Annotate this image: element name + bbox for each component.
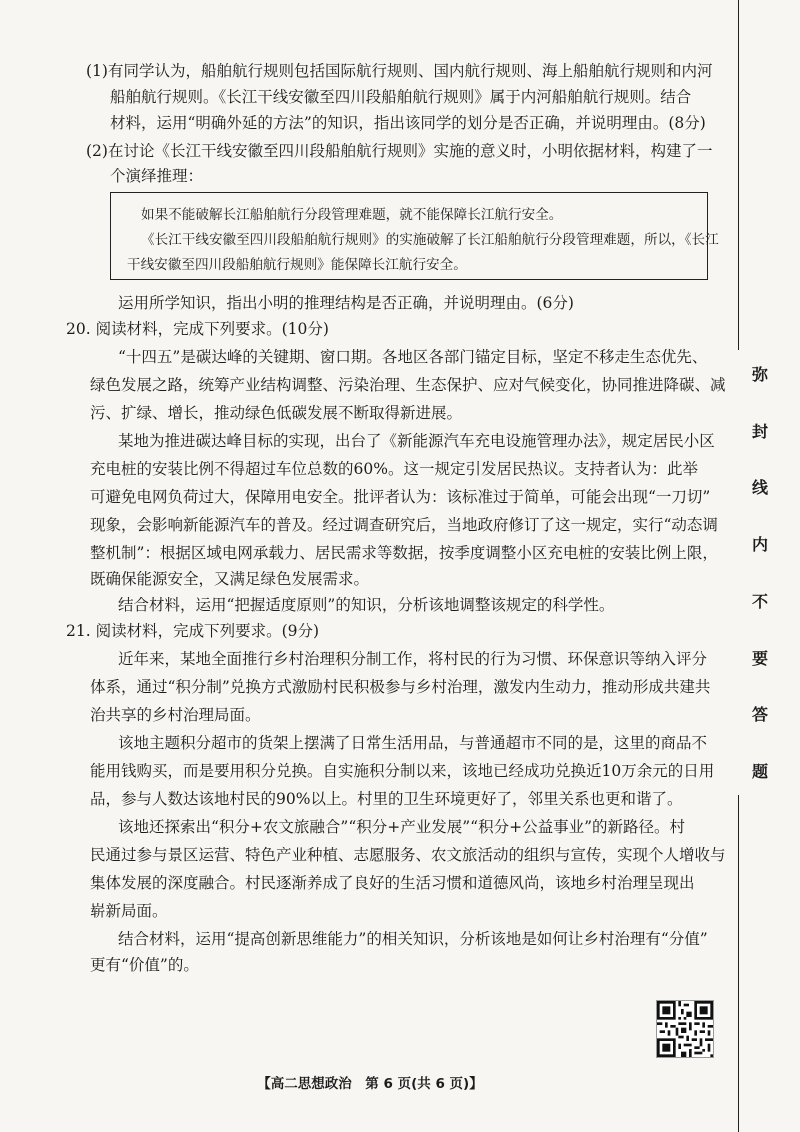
q20-material1-line2: 绿色发展之路，统筹产业结构调整、污染治理、生态保护、应对气候变化，协同推进降碳、减	[90, 376, 726, 394]
q21-material2-line3: 品，参与人数达该地村民的90%以上。村里的卫生环境更好了，邻里关系也更和谐了。	[90, 790, 683, 808]
q19-1-line3: 材料，运用“明确外延的方法”的知识，指出该同学的划分是否正确，并说明理由。(8分)	[110, 114, 706, 132]
q21-material2-line1: 该地主题积分超市的货架上摆满了日常生活用品，与普通超市不同的是，这里的商品不	[118, 734, 708, 752]
qr-code-icon	[657, 1001, 713, 1057]
qr-code	[656, 1000, 714, 1058]
binding-line-bottom	[738, 795, 739, 1132]
deductive-reasoning-box	[110, 192, 719, 280]
box-premise-major: 如果不能破解长江船舶航行分段管理难题，就不能保障长江航行安全。	[141, 207, 563, 223]
q20-material1-line3: 污、扩绿、增长，推动绿色低碳发展不断取得新进展。	[90, 404, 463, 422]
seal-char: 题	[751, 761, 768, 781]
q20-material2-line6: 既确保能源安全，又满足绿色发展需求。	[90, 570, 370, 588]
seal-char: 弥	[751, 365, 768, 384]
q19-1-line2: 船舶航行规则。《长江干线安徽至四川段船舶航行规则》属于内河船舶航行规则。结合	[110, 88, 692, 106]
q20-material1-line1: “十四五”是碳达峰的关键期、窗口期。各地区各部门锚定目标，坚定不移走生态优先、	[118, 348, 708, 366]
q21-material1-line2: 体系，通过“积分制”兑换方式激励村民积极参与乡村治理，激发内生动力，推动形成共建共	[90, 678, 711, 696]
seal-char: 答	[751, 705, 768, 725]
q21-material3-line3: 集体发展的深度融合。村民逐渐养成了良好的生活习惯和道德风尚，该地乡村治理呈现出	[90, 874, 695, 892]
q21-material3-line2: 民通过参与景区运营、特色产业种植、志愿服务、农文旅活动的组织与宣传，实现个人增收与	[90, 846, 726, 864]
q20-material2-line2: 充电桩的安装比例不得超过车位总数的60%。这一规定引发居民热议。支持者认为：此举	[90, 460, 698, 478]
q19-2-line1: (2)在讨论《长江干线安徽至四川段船舶航行规则》实施的意义时，小明依据材料，构建了一	[86, 142, 713, 160]
q21-material2-line2: 能用钱购买，而是要用积分兑换。自实施积分制以来，该地已经成功兑换近10万余元的日用	[90, 762, 715, 780]
q21-material1-line1: 近年来，某地全面推行乡村治理积分制工作，将村民的行为习惯、环保意识等纳入评分	[118, 650, 708, 668]
seal-char: 要	[751, 648, 768, 668]
q21-heading: 21. 阅读材料，完成下列要求。(9分)	[66, 622, 320, 640]
seal-char: 内	[751, 535, 768, 555]
seal-char: 封	[751, 421, 768, 441]
box-conclusion: 干线安徽至四川段船舶航行规则》能保障长江航行安全。	[127, 257, 467, 273]
seal-char: 不	[751, 591, 768, 611]
seal-line-notice	[745, 362, 775, 782]
q21-material3-line4: 崭新局面。	[90, 902, 168, 920]
q21-material3-line1: 该地还探索出“积分+农文旅融合”“积分+产业发展”“积分+公益事业”的新路径。村	[118, 818, 686, 836]
q21-ask-line1: 结合材料，运用“提高创新思维能力”的相关知识，分析该地是如何让乡村治理有“分值”	[118, 930, 708, 948]
q19-1-line1: (1)有同学认为，船舶航行规则包括国际航行规则、国内航行规则、海上船舶航行规则和内河	[86, 62, 713, 80]
q19-2-ask: 运用所学知识，指出小明的推理结构是否正确，并说明理由。(6分)	[118, 294, 574, 312]
seal-char: 线	[751, 478, 768, 498]
page-footer: 【高二思想政治 第 6 页(共 6 页)】	[257, 1076, 483, 1092]
q21-material1-line3: 治共享的乡村治理局面。	[90, 706, 261, 724]
q20-material2-line1: 某地为推进碳达峰目标的实现，出台了《新能源汽车充电设施管理办法》，规定居民小区	[118, 432, 715, 450]
q20-material2-line5: 整机制”：根据区域电网承载力、居民需求等数据，按季度调整小区充电桩的安装比例上限，	[90, 544, 718, 562]
q20-material2-line3: 可避免电网负荷过大，保障用电安全。批评者认为：该标准过于简单，可能会出现“一刀切”	[90, 488, 711, 506]
q20-heading: 20. 阅读材料，完成下列要求。(10分)	[66, 320, 329, 338]
box-premise-minor: 《长江干线安徽至四川段船舶航行规则》的实施破解了长江船舶航行分段管理难题，所以，《长江	[141, 232, 719, 248]
binding-line-top	[738, 0, 739, 350]
q20-material2-line4: 现象，会影响新能源汽车的普及。经过调查研究后，当地政府修订了这一规定，实行“动态调	[90, 516, 718, 534]
q21-ask-line2: 更有“价值”的。	[90, 956, 199, 974]
q19-2-line2: 个演绎推理：	[110, 167, 204, 185]
q20-ask: 结合材料，运用“把握适度原则”的知识，分析该地调整该规定的科学性。	[118, 596, 615, 614]
